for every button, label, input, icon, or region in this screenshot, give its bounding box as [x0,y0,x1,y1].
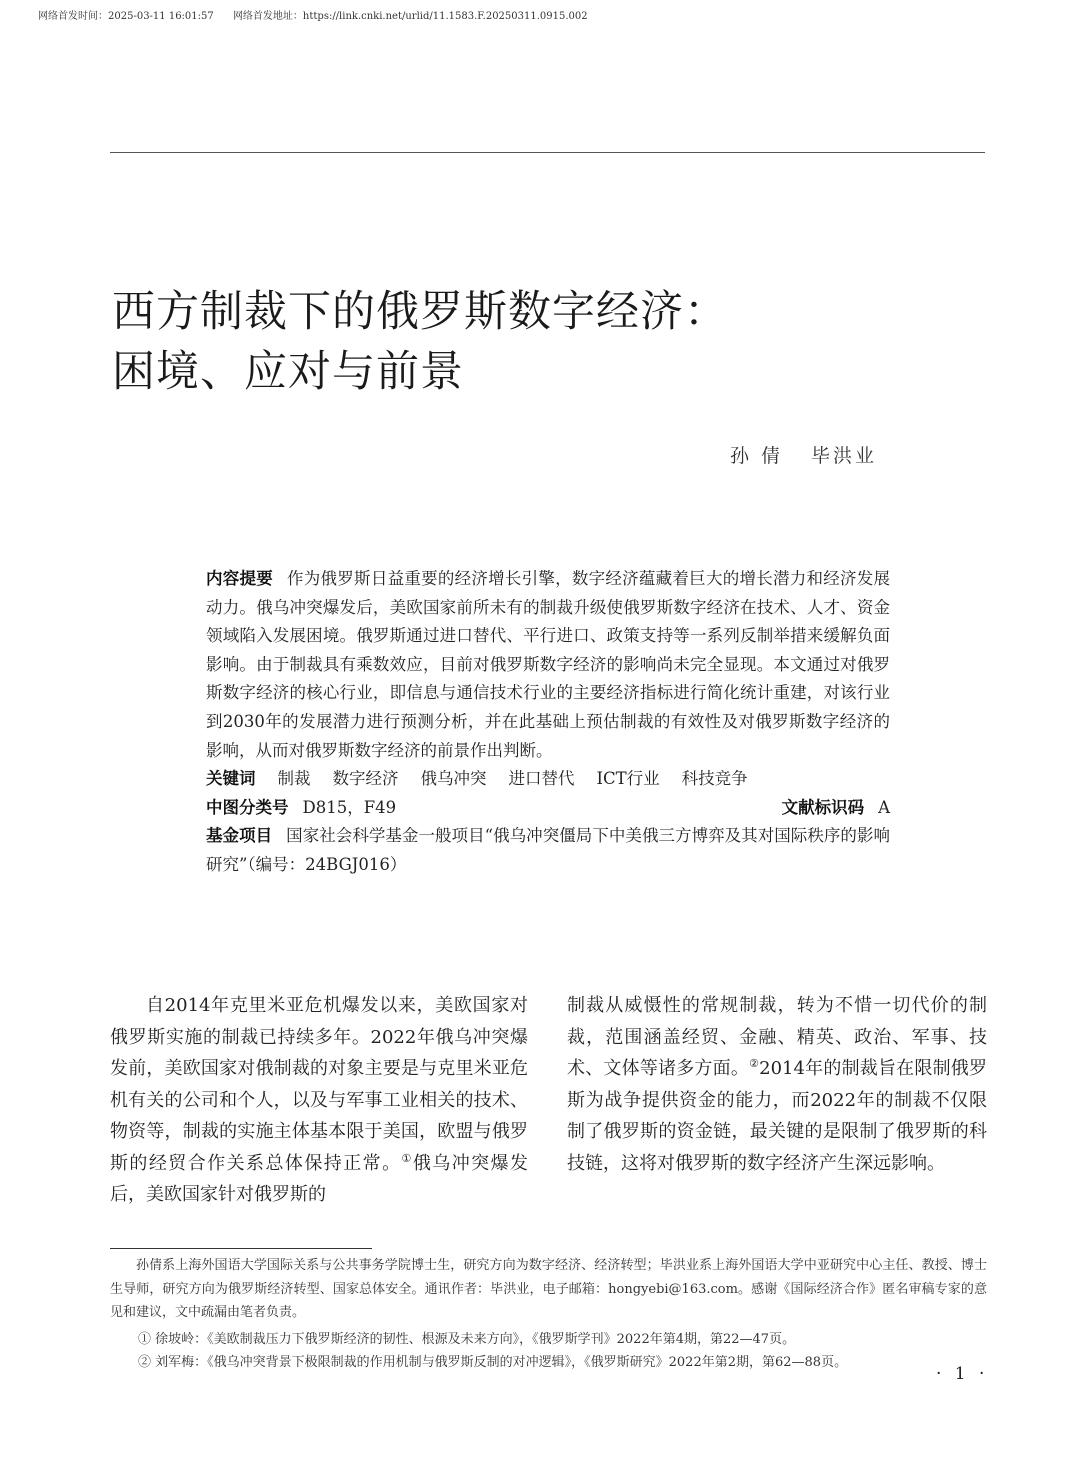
clc-value: D815，F49 [302,797,397,817]
author-1: 孙 倩 [730,445,784,467]
footnote-rule [110,1248,372,1249]
keywords [206,765,890,794]
footnote-ref-1: ① [401,1151,413,1165]
author-2: 毕洪业 [811,445,878,467]
body-left-text: 自2014年克里米亚危机爆发以来，美欧国家对俄罗斯实施的制裁已持续多年。2022年俄乌冲突爆发前，美欧国家对俄制裁的对象主要是与克里米亚危机有关的公司和个人，以及与军事工业相关的技术、物资等，制裁的实施主体基本限于美国，欧盟与俄罗斯的经贸合作关系总体保持正常。 [110,995,528,1174]
title-line-2: 困境、应对与前景 [112,347,464,397]
abstract-text: 作为俄罗斯日益重要的经济增长引擎，数字经济蕴藏着巨大的增长潜力和经济发展动力。俄乌冲突爆发后，美欧国家前所未有的制裁升级使俄罗斯数字经济在技术、人才、资金领域陷入发展困境。俄罗斯通过进口替代、平行进口、政策支持等一系列反制举措来缓解负面影响。由于制裁具有乘数效应，目前对俄罗斯数字经济的影响尚未完全显现。本文通过对俄罗斯数字经济的核心行业，即信息与通信技术行业的主要经济指标进行简化统计重建，对该行业到2030年的发展潜力进行预测分析，并在此基础上预估制裁的有效性及对俄罗斯数字经济的影响，从而对俄罗斯数字经济的前景作出判断。 [206,569,891,760]
keyword-item: 科技竞争 [681,769,748,789]
author-list [730,441,877,468]
keyword-item: 俄乌冲突 [420,769,487,789]
abstract-block [206,565,890,880]
document-code-value: A [878,797,890,817]
footnote-ref-2: ② [749,1057,760,1070]
footnotes [110,1254,987,1375]
title-line-1: 西方制裁下的俄罗斯数字经济： [112,287,728,337]
classification-row [206,794,890,823]
body-column-right [567,990,987,1179]
footnote-2: ② 刘军梅：《俄乌冲突背景下极限制裁的作用机制与俄罗斯反制的对冲逻辑》，《俄罗斯研究》2022年第2期，第62—88页。 [138,1355,848,1370]
fund-text: 国家社会科学基金一般项目“俄乌冲突僵局下中美俄三方博弈及其对国际秩序的影响研究”（编号：24BGJ016） [206,826,890,874]
keyword-item: ICT行业 [596,769,660,789]
keyword-item: 进口替代 [508,769,575,789]
author-note: 孙倩系上海外国语大学国际关系与公共事务学院博士生，研究方向为数字经济、经济转型；毕洪业系上海外国语大学中亚研究中心主任、教授、博士生导师，研究方向为俄罗斯经济转型、国家总体安全。通讯作者：毕洪业，电子邮箱：hongyebi@163.com。感谢《国际经济合作》匿名审稿专家的意见和建议，文中疏漏由笔者负责。 [110,1258,987,1320]
keyword-item: 制裁 [277,769,311,789]
fund-label: 基金项目 [206,826,273,846]
document-code [782,794,890,823]
fund-project [206,822,890,879]
page-number: · 1 · [936,1364,989,1384]
body-right-text: 制裁从威慑性的常规制裁，转为不惜一切代价的制裁，范围涵盖经贸、金融、精英、政治、军事、技术、文体等诸多方面。 [567,995,987,1079]
abstract-label: 内容提要 [206,569,274,588]
article-title [112,282,728,402]
keywords-label: 关键词 [206,769,256,789]
keyword-item: 数字经济 [332,769,399,789]
online-publication-time: 网络首发时间：2025-03-11 16:01:57 [38,11,214,22]
body-column-left [110,990,528,1211]
abstract [206,565,890,765]
clc-number [206,794,396,823]
footnote-1: ① 徐坡岭：《美欧制裁压力下俄罗斯经济的韧性、根源及未来方向》，《俄罗斯学刊》2022年第4期，第22—47页。 [138,1331,796,1347]
header-rule [110,152,985,153]
online-publication-header [38,7,604,22]
body-left-text-cont: 俄乌冲突爆发后，美欧国家针对俄罗斯的 [110,1152,529,1205]
document-code-label: 文献标识码 [781,797,865,817]
clc-label: 中图分类号 [206,797,289,817]
online-publication-url: 网络首发地址：https://link.cnki.net/urlid/11.1583.F.20250311.0915.002 [232,11,588,22]
body-right-text-cont: 2014年的制裁旨在限制俄罗斯为战争提供资金的能力，而2022年的制裁不仅限制了俄罗斯的资金链，最关键的是限制了俄罗斯的科技链，这将对俄罗斯的数字经济产生深远影响。 [567,1058,988,1174]
